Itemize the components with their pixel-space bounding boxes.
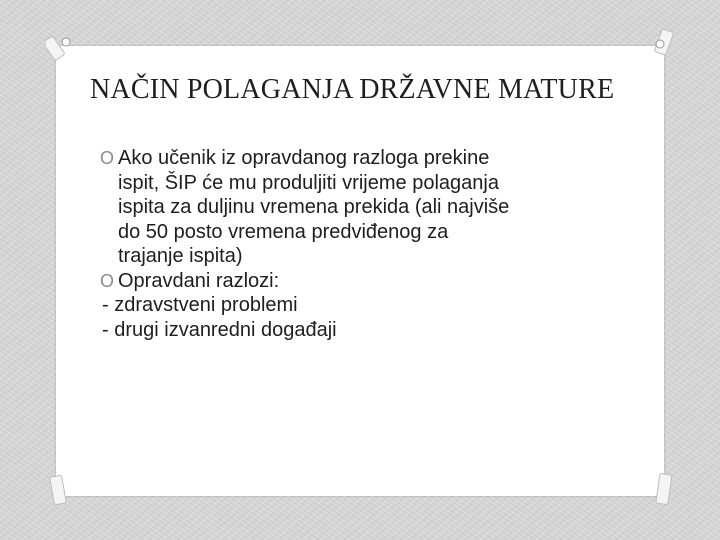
list-item: - zdravstveni problemi	[102, 294, 298, 316]
text-span: , ŠIP će mu produljiti vrijeme polaganja	[153, 171, 499, 194]
list-item	[100, 146, 620, 269]
bullet-o-icon: O	[100, 148, 115, 168]
text-line: do 50 posto vremena predviđenog za	[118, 220, 449, 243]
torn-corner-bottom-left-icon	[44, 472, 74, 512]
text-line: Opravdani razlozi:	[118, 269, 280, 292]
text-line: ispita za duljinu vremena prekida (ali najviše	[118, 196, 510, 218]
list-item: - drugi izvanredni događaji	[102, 318, 337, 341]
torn-corner-bottom-right-icon	[650, 470, 680, 514]
torn-corner-top-left-icon	[46, 28, 76, 64]
bold-text: prekine	[423, 147, 490, 169]
bold-text: ispit	[118, 171, 154, 194]
list-item	[100, 269, 620, 294]
text-line	[118, 146, 620, 171]
text-span: Ako učenik iz opravdanog razloga	[118, 147, 424, 169]
torn-corner-top-right-icon	[648, 26, 678, 64]
page-title: NAČIN POLAGANJA DRŽAVNE MATURE	[90, 74, 615, 105]
bullet-o-icon: O	[100, 270, 115, 291]
slide-body	[100, 146, 620, 342]
text-line: trajanje ispita)	[118, 245, 243, 267]
text-line	[118, 171, 620, 196]
